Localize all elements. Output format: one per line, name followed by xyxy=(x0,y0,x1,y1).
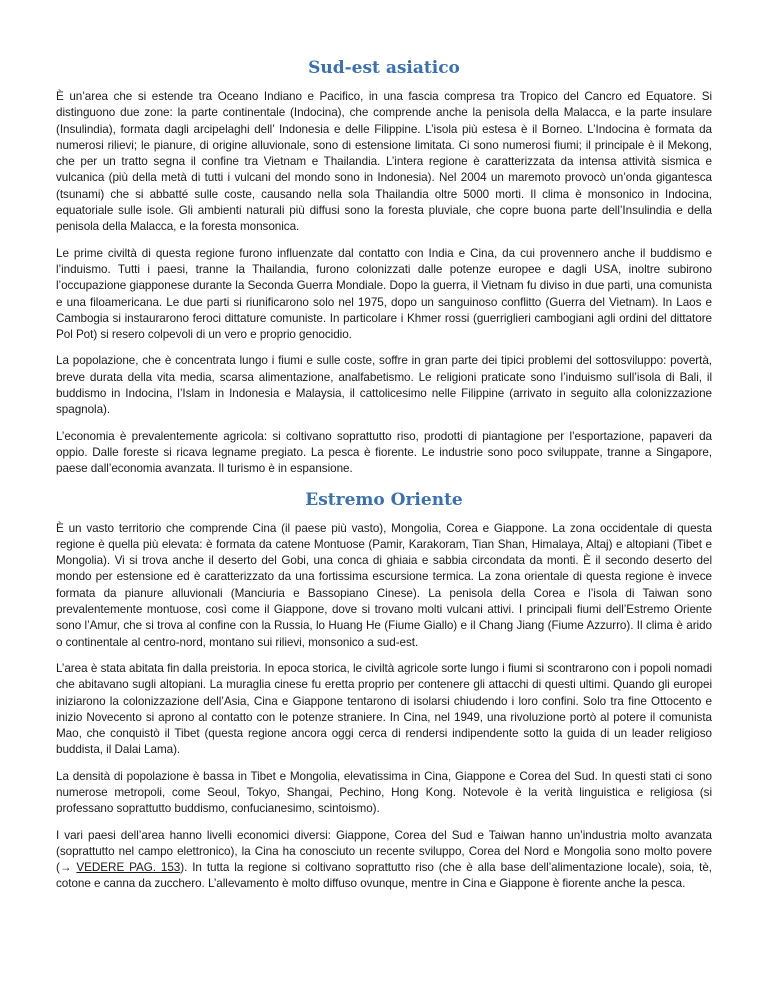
section-title-sud-est-asiatico: Sud-est asiatico xyxy=(308,58,460,78)
paragraph-geografia-estremo-oriente: È un vasto territorio che comprende Cina (il paese più vasto), Mongolia, Corea e Giappone. La zona occidentale di questa regione è quella più elevata: è formata da catene Montuose (Pamir, Karakoram, Tian Shan, Himalaya, Altaj) e altopiani (Tibet e Mongolia). Vi si trova anche il deserto del Gobi, una conca di ghiaia e sabbia circondata da monti. È il secondo deserto del mondo per estensione ed è caratterizzato da una fortissima escursione termica. La zona orientale di questa regione è invece formata da pianure alluvionali (Manciuria e Bassopiano Cinese). La penisola della Corea e l’isola di Taiwan sono prevalentemente montuose, così come il Giappone, dove si trovano molti vulcani attivi. I principali fiumi dell’Estremo Oriente sono l’Amur, che si trova al confine con la Russia, lo Huang He (Fiume Giallo) e il Chang Jiang (Fiume Azzurro). Il clima è arido o continentale al centro-nord, montano sui rilievi, monsonico a sud-est. xyxy=(56,521,712,649)
economia-text-before: I vari paesi dell’area hanno livelli economici diversi: Giappone, Corea del Sud e Taiwan hanno un’industria molto avanzata (soprattutto nel campo elettronico), la Cina ha conosciuto un recente sviluppo, Corea del Nord e Mongolia sono molto povere (→ xyxy=(56,828,712,875)
paragraph-economia-estremo-oriente xyxy=(56,828,712,893)
economia-text-after: ). In tutta la regione si coltivano soprattutto riso (che è alla base dell’alimentazione locale), soia, tè, cotone e canna da zucchero. L’allevamento è molto diffuso ovunque, mentre in Cina e Giappone è fiorente anche la pesca. xyxy=(56,861,712,891)
paragraph-popolazione-sud-est: La popolazione, che è concentrata lungo i fiumi e sulle coste, soffre in gran parte dei tipici problemi del sottosviluppo: povertà, breve durata della vita media, scarsa alimentazione, analfabetismo. Le religioni praticate sono l’induismo sull’isola di Bali, il buddismo in Indocina, l’Islam in Indonesia e Malaysia, il cattolicesimo nelle Filippine (arrivato in seguito alla colonizzazione spagnola). xyxy=(56,354,712,417)
paragraph-popolazione-estremo-oriente: La densità di popolazione è bassa in Tibet e Mongolia, elevatissima in Cina, Giappone e Corea del Sud. In questi stati ci sono numerose metropoli, come Seoul, Tokyo, Shangai, Pechino, Hong Kong. Notevole è la verità linguistica e religiosa (si professano soprattutto buddismo, confucianesimo, scintoismo). xyxy=(56,769,712,816)
paragraph-storia-sud-est: Le prime civiltà di questa regione furono influenzate dal contatto con India e Cina, da cui provennero anche il buddismo e l’induismo. Tutti i paesi, tranne la Thailandia, furono colonizzati dalle potenze europee e dagli USA, inoltre subirono l’occupazione giapponese durante la Seconda Guerra Mondiale. Dopo la guerra, il Vietnam fu diviso in due parti, una comunista e una filoamericana. Le due parti si riunificarono solo nel 1975, dopo un sanguinoso conflitto (Guerra del Vietnam). In Laos e Cambogia si instaurarono feroci dittature comuniste. In particolare i Khmer rossi (guerriglieri cambogiani agli ordini del dittatore Pol Pot) si resero colpevoli di un vero e proprio genocidio. xyxy=(56,246,712,342)
paragraph-storia-estremo-oriente: L’area è stata abitata fin dalla preistoria. In epoca storica, le civiltà agricole sorte lungo i fiumi si scontrarono con i popoli nomadi che abitavano sugli altopiani. La muraglia cinese fu eretta proprio per contenere gli attacchi di questi ultimi. Quando gli europei iniziarono la colonizzazione dell’Asia, Cina e Giappone tentarono di isolarsi chiudendo i loro confini. Solo tra fine Ottocento e inizio Novecento si aprono al contatto con le potenze straniere. In Cina, nel 1949, una rivoluzione portò al potere il comunista Mao, che conquistò il Tibet (questa regione ancora oggi cerca di rendersi indipendente sotto la guida di un leader religioso buddista, il Dalai Lama). xyxy=(56,661,712,757)
section-title-estremo-oriente: Estremo Oriente xyxy=(305,489,463,510)
paragraph-economia-sud-est: L’economia è prevalentemente agricola: si coltivano soprattutto riso, prodotti di piantagione per l’esportazione, papaveri da oppio. Dalle foreste si ricava legname pregiato. La pesca è fiorente. Le industrie sono poco sviluppate, tranne a Singapore, paese dall’economia avanzata. Il turismo è in espansione. xyxy=(56,429,712,476)
paragraph-geografia-sud-est: È un’area che si estende tra Oceano Indiano e Pacifico, in una fascia compresa tra Tropico del Cancro ed Equatore. Si distinguono due zone: la parte continentale (Indocina), che comprende anche la penisola della Malacca, e la parte insulare (Insulindia), formata dagli arcipelaghi dell’ Indonesia e delle Filippine. L’isola più estesa è il Borneo. L’Indocina è formata da numerosi rilievi; le pianure, di origine alluvionale, sono di estensione limitata. Ci sono numerosi fiumi; il principale è il Mekong, che per un tratto segna il confine tra Vietnam e Thailandia. L’intera regione è caratterizzata da intensa attività sismica e vulcanica (più della metà di tutti i vulcani del mondo sono in Indonesia). Nel 2004 un maremoto provocò un’onda gigantesca (tsunami) che si abbatté sulle coste, causando nella sola Thailandia oltre 5000 morti. Il clima è monsonico in Indocina, equatoriale sulle isole. Gli ambienti naturali più diffusi sono la foresta pluviale, che copre buona parte dell’Insulindia e della penisola della Malacca, e la foresta monsonica. xyxy=(56,90,712,234)
vedere-pag-link[interactable]: VEDERE PAG. 153 xyxy=(76,861,181,875)
